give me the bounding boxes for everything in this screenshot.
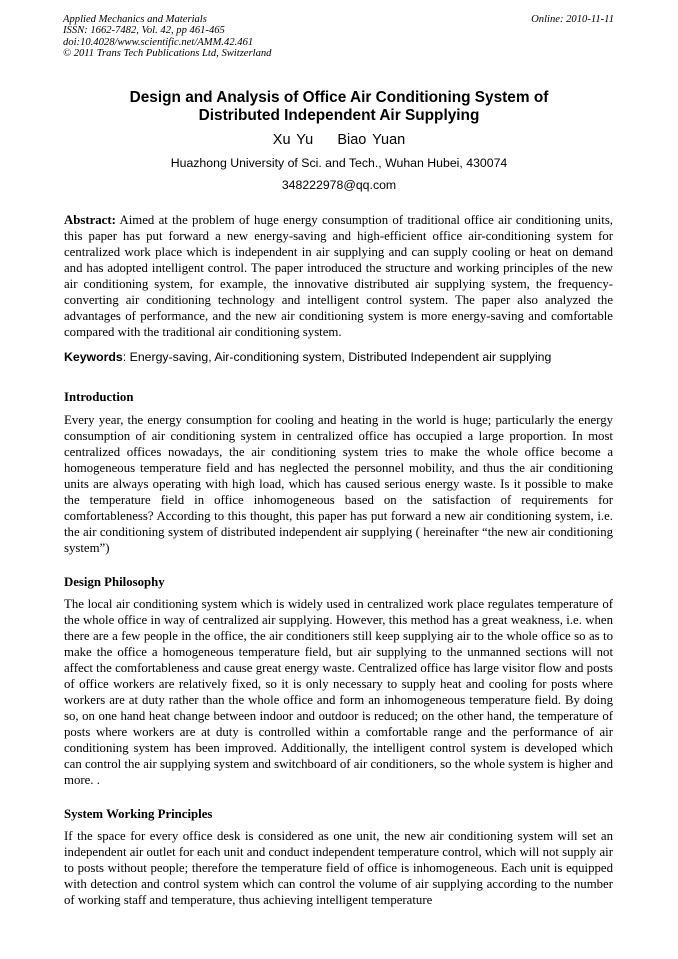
section-heading-system-working-principles: System Working Principles (64, 807, 213, 821)
online-date: Online: 2010-11-11 (531, 14, 614, 25)
keywords-text: : Energy-saving, Air-conditioning system, Distributed Independent air supplying (122, 350, 552, 364)
section-heading-design-philosophy: Design Philosophy (64, 575, 165, 589)
title-line-1: Design and Analysis of Office Air Conditioning System of (129, 89, 549, 106)
abstract-text: Aimed at the problem of huge energy consumption of traditional office air conditioning units, this paper has put forward a new energy-saving and high-efficient office air-conditioning system for centralized work place which is independent in air supplying and can supply cooling or heat on demand and has adopted intelligent control. The paper introduced the structure and working principles of the new air conditioning system, for example, the innovative distributed air supplying system, the frequency-converting air conditioning technology and intelligent control system. The paper also analyzed the advantages of performance, and the new air conditioning system is more energy-saving and comfortable compared with the traditional air conditioning system. (64, 213, 613, 339)
keywords (64, 350, 624, 365)
abstract (64, 212, 613, 340)
paper-title (0, 89, 678, 125)
section-body-design-philosophy: The local air conditioning system which is widely used in centralized work place regulates temperature of the whole office in way of centralized air supplying. However, this method has a great weakness, i.e. when there are a few people in the office, the air conditioners still keep supplying air to the whole office so as to make the office a homogeneous temperature field, but air supplying to the unmanned sections will not affect the comfortableness and cause great energy waste. Centralized office has large visitor flow and posts of office workers are relatively fixed, so it is only necessary to supply heat and cooling for posts where workers are at duty rather than the whole office and form an inhomogeneous temperature field. By doing so, on one hand heat change between indoor and outdoor is reduced; on the other hand, the temperature of posts where workers are at duty is controlled within a comfortable range and the performance of air conditioning system has been improved. Additionally, the intelligent control system is developed which can control the air supplying system and switchboard of air conditioners, so the whole system is higher and more. . (64, 597, 613, 787)
copyright-line: © 2011 Trans Tech Publications Ltd, Switzerland (63, 48, 272, 60)
keywords-label: Keywords (64, 350, 123, 364)
section-heading-introduction: Introduction (64, 390, 134, 404)
doi-line: doi:10.4028/www.scientific.net/AMM.42.461 (63, 36, 254, 48)
author-email: 348222978@qq.com (281, 178, 397, 192)
title-line-2: Distributed Independent Air Supplying (198, 107, 480, 124)
section-body-introduction: Every year, the energy consumption for cooling and heating in the world is huge; particularly the energy consumption of air conditioning system in centralized office has occupied a large proportion. In most centralized offices nowadays, the air conditioning system tries to make the whole office become a homogeneous temperature field and has neglected the personnel mobility, and thus the air conditioning units are always operating with high load, which has caused serious energy waste. Is it possible to make the temperature field in office inhomogeneous based on the satisfaction of requirements for comfortableness? According to this thought, this paper has put forward a new air conditioning system, i.e. the air conditioning system of distributed independent air supplying ( hereinafter “the new air conditioning system”) (64, 413, 613, 555)
journal-name: Applied Mechanics and Materials (63, 14, 207, 25)
section-body-system-working-principles: If the space for every office desk is considered as one unit, the new air conditioning system will set an independent air outlet for each unit and conduct independent temperature control, which will not supply air to posts without people; therefore the temperature field of office is inhomogeneous. Each unit is equipped with detection and control system which can control the volume of air supplying according to the number of working staff and temperature, thus achieving intelligent temperature (64, 829, 613, 907)
issn-line: ISSN: 1662-7482, Vol. 42, pp 461-465 (63, 25, 225, 37)
journal-metadata (63, 14, 271, 60)
affiliation: Huazhong University of Sci. and Tech., Wuhan Hubei, 430074 (170, 156, 508, 170)
authors: Xu Yu Biao Yuan (272, 132, 406, 148)
abstract-label: Abstract: (64, 213, 116, 227)
